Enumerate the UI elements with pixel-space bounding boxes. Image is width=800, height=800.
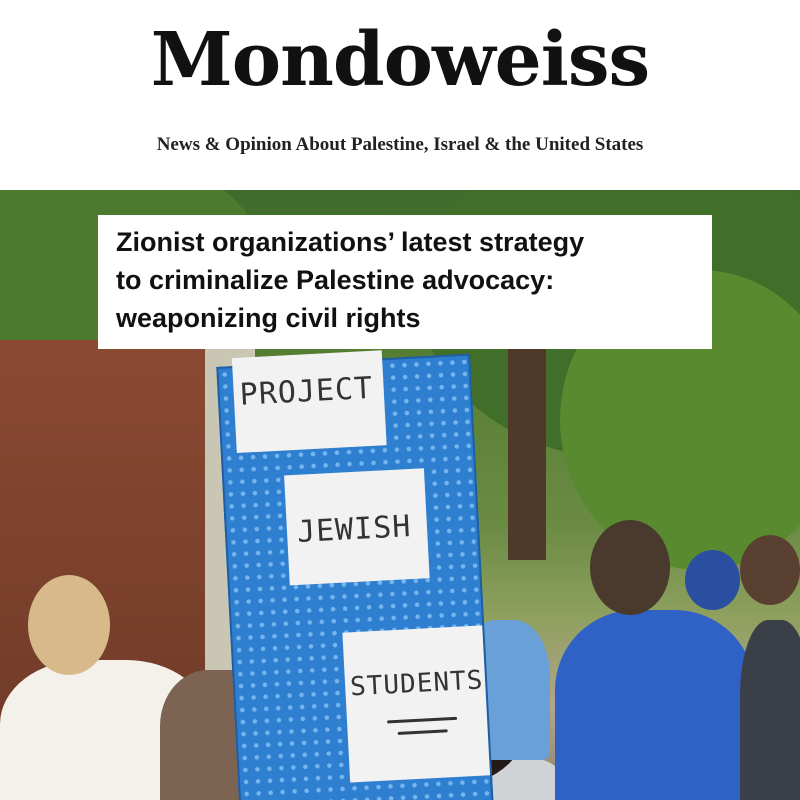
headline-line: to criminalize Palestine advocacy: bbox=[116, 265, 555, 295]
person bbox=[590, 520, 670, 615]
person bbox=[555, 610, 755, 800]
person bbox=[685, 550, 740, 610]
site-logo[interactable]: Mondoweiss bbox=[150, 17, 650, 103]
article-headline[interactable] bbox=[116, 223, 706, 337]
person bbox=[740, 620, 800, 800]
sign-word: PROJECT bbox=[238, 370, 374, 413]
person bbox=[28, 575, 110, 675]
headline-line: Zionist organizations’ latest strategy bbox=[116, 227, 585, 257]
site-tagline: News & Opinion About Palestine, Israel & the United States bbox=[156, 134, 644, 155]
protest-sign bbox=[216, 354, 493, 800]
person bbox=[740, 535, 800, 605]
sign-word: JEWISH bbox=[296, 508, 413, 550]
masthead bbox=[0, 0, 800, 190]
sign-word: STUDENTS bbox=[349, 665, 485, 703]
headline-line: weaponizing civil rights bbox=[116, 303, 421, 333]
sign-panel bbox=[342, 625, 490, 782]
headline-card[interactable] bbox=[98, 215, 712, 349]
